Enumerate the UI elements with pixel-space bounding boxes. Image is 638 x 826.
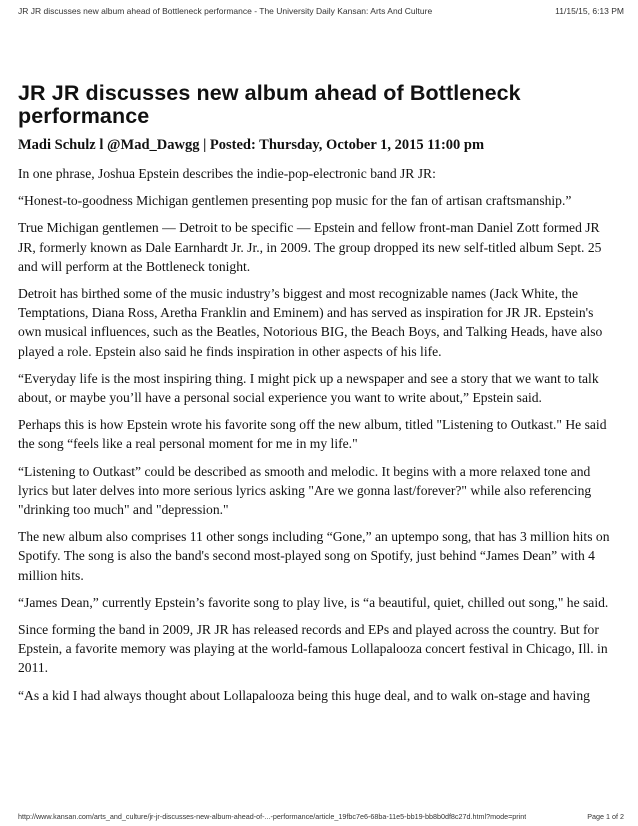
article-paragraph: “Everyday life is the most inspiring thing. I might pick up a newspaper and see a story that we want to talk about, or maybe you’ll have a personal social experience you want to write about,” Epstein said. <box>18 370 599 406</box>
article-paragraph: In one phrase, Joshua Epstein describes the indie-pop-electronic band JR JR: <box>18 166 436 181</box>
article-byline: Madi Schulz l @Mad_Dawgg | Posted: Thursday, October 1, 2015 11:00 pm <box>18 137 485 153</box>
article-paragraph: The new album also comprises 11 other songs including “Gone,” an uptempo song, that has 3 million hits on Spotify. The song is also the band's second most-played song on Spotify, just behind “James Dean” with 4 million hits. <box>18 529 610 583</box>
article-headline: JR JR discusses new album ahead of Bottleneck performance <box>18 81 521 128</box>
article-body <box>18 164 620 705</box>
article-paragraph: “As a kid I had always thought about Lollapalooza being this huge deal, and to walk on-stage and having <box>18 687 590 703</box>
article-paragraph: “Honest-to-goodness Michigan gentlemen presenting pop music for the fan of artisan craftsmanship.” <box>18 193 572 209</box>
article-paragraph: Since forming the band in 2009, JR JR has released records and EPs and played across the country. But for Epstein, a favorite memory was playing at the world-famous Lollapalooza concert festival in Chicago, Ill. in 2011. <box>18 622 608 676</box>
article-paragraph: “Listening to Outkast” could be described as smooth and melodic. It begins with a more relaxed tone and lyrics but later delves into more serious lyrics asking "Are we gonna last/forever?" while also referencing "drinking too much" and "depression." <box>18 463 592 518</box>
print-footer <box>18 809 624 821</box>
article-paragraph: “James Dean,” currently Epstein’s favorite song to play live, is “a beautiful, quiet, chilled out song," he said. <box>18 594 609 610</box>
article-paragraph: Perhaps this is how Epstein wrote his favorite song off the new album, titled "Listening to Outkast." He said the song “feels like a real personal moment for me in my life." <box>18 417 607 452</box>
print-header-datetime: 11/15/15, 6:13 PM <box>555 6 624 16</box>
article-paragraph: True Michigan gentlemen — Detroit to be specific — Epstein and fellow front-man Daniel Zott formed JR JR, formerly known as Dale Earnhardt Jr. Jr., in 2009. The group dropped its new self-titled album Sept. 25 and will perform at the Bottleneck tonight. <box>18 220 602 274</box>
print-footer-page-number: Page 1 of 2 <box>587 812 624 821</box>
print-header <box>18 6 624 20</box>
print-header-title: JR JR discusses new album ahead of Bottleneck performance - The University Daily Kansan: Arts And Culture <box>18 6 433 16</box>
print-footer-url: http://www.kansan.com/arts_and_culture/jr-jr-discusses-new-album-ahead-of-...-performance/article_19fbc7e6-68ba-11e5-bb19-bb8b0df8c27d.html?mode=print <box>18 812 527 821</box>
article <box>18 82 620 713</box>
article-paragraph: Detroit has birthed some of the music industry’s biggest and most recognizable names (Jack White, the Temptations, Diana Ross, Aretha Franklin and Eminem) and has served as inspiration for JR JR. Epstein's own musical influences, such as the Beatles, Notorious BIG, the Beach Boys, and Talking Heads, have also played a role. Epstein also said he finds inspiration in other aspects of his life. <box>18 286 603 359</box>
